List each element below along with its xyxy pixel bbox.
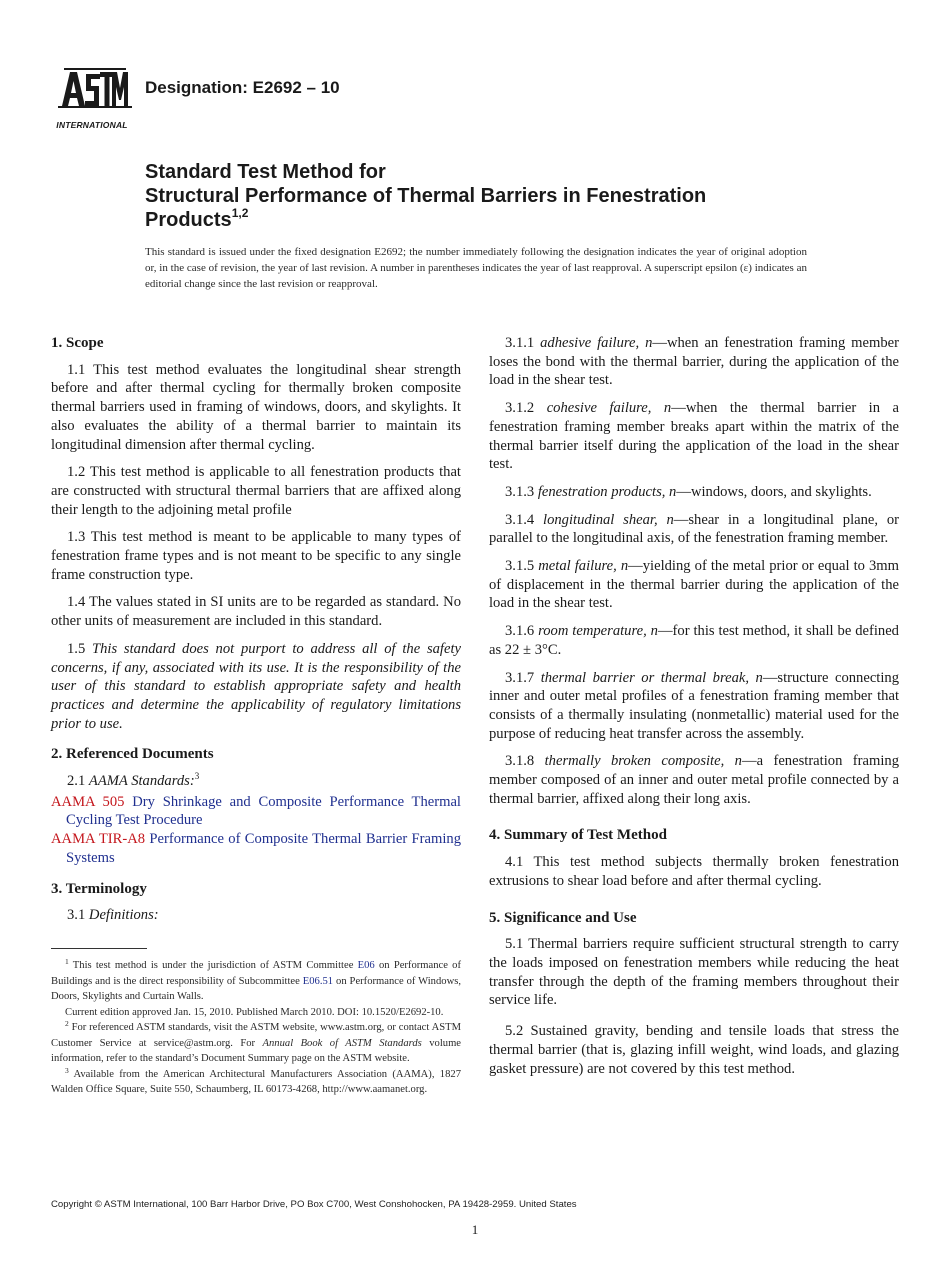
paragraph-5-2: 5.2 Sustained gravity, bending and tensile loads that stress the thermal barrier (that is, glazing infill weight, wind loads, and glazing gasket pressure) are not covered by this test method. bbox=[489, 1023, 899, 1077]
definition-term: room temperature, n bbox=[538, 623, 658, 640]
definition-term: thermal barrier or thermal break, n bbox=[540, 669, 763, 686]
paragraph-number: 3.1 bbox=[67, 907, 86, 924]
definition-text: —when the thermal barrier in a fenestration framing member breaks apart within the matrix of the thermal barrier itself during the application of the load in the shear test. bbox=[489, 400, 900, 473]
definition-text: —a fenestration framing member composed of an inner and outer metal profile connected by a thermal barrier, affixed along their long axis. bbox=[489, 753, 899, 807]
issuance-note: This standard is issued under the fixed designation E2692; the number immediately following the designation indicates the year of original adoption or, in the case of revision, the year of last revision. A number in parentheses indicates the year of last reapproval. A superscript epsilon (ε) indicates an editorial change since the last revision or reapproval. bbox=[145, 246, 807, 290]
designation: Designation: E2692 – 10 bbox=[145, 78, 340, 97]
copyright-notice: Copyright © ASTM International, 100 Barr Harbor Drive, PO Box C700, West Conshohocken, PA 19428-2959. United States bbox=[51, 1199, 577, 1210]
title-line-3 bbox=[145, 208, 845, 232]
footnote-3 bbox=[51, 1067, 461, 1098]
safety-caveat: This standard does not purport to address all of the safety concerns, if any, associated with its use. It is the responsibility of the user of this standard to establish appropriate safety and health practices and determine the applicability of regulatory limitations prior to use. bbox=[51, 640, 461, 732]
logo-wordmark: INTERNATIONAL bbox=[56, 120, 128, 130]
definition-number: 3.1.6 bbox=[505, 623, 535, 640]
definition-3-1-4 bbox=[489, 511, 899, 548]
paragraph-1-3: 1.3 This test method is meant to be applicable to many types of fenestration frame types and is not meant to be specific to any single frame construction type. bbox=[51, 529, 461, 583]
paragraph-number: 2.1 bbox=[67, 773, 86, 790]
paragraph-5-1: 5.1 Thermal barriers require sufficient structural strength to carry the loads imposed on fenestration members while reducing the heat transfer through the depth of the framing members throughout their service life. bbox=[489, 936, 899, 1009]
definitions-label: Definitions: bbox=[88, 907, 159, 924]
section-heading-significance: 5. Significance and Use bbox=[489, 909, 637, 926]
page-number: 1 bbox=[471, 1222, 479, 1237]
definition-term: longitudinal shear, n bbox=[543, 511, 674, 528]
definition-text: —when an fenestration framing member loses the bond with the thermal barrier, during the application of the load in the shear test. bbox=[489, 335, 899, 389]
definition-number: 3.1.2 bbox=[505, 400, 535, 417]
footnote-italic: Annual Book of ASTM Standards bbox=[262, 1037, 422, 1049]
reference-title[interactable]: Performance of Composite Thermal Barrier Framing Systems bbox=[66, 831, 461, 866]
footnote-text: For referenced ASTM standards, visit the ASTM website, www.astm.org, or contact ASTM Customer Service at service@astm.org. For bbox=[51, 1022, 461, 1049]
definition-text: —structure connecting inner and outer metal profiles of a fenestration framing member that consists of a thermally insulating (nonmetallic) material used for the purpose of reducing heat transfer across the assembly. bbox=[489, 669, 899, 742]
reference-aama-505[interactable] bbox=[51, 793, 461, 830]
footnote-mark: 2 bbox=[65, 1019, 69, 1028]
definition-3-1-6 bbox=[489, 622, 899, 659]
definition-term: adhesive failure, n bbox=[540, 335, 653, 351]
definition-term: fenestration products, n bbox=[537, 483, 677, 500]
definition-number: 3.1.5 bbox=[505, 558, 535, 575]
definition-3-1-2 bbox=[489, 399, 899, 474]
footnote-1 bbox=[51, 958, 461, 1005]
left-column bbox=[51, 334, 461, 934]
right-column bbox=[489, 334, 899, 1087]
title-footnote-marks: 1,2 bbox=[231, 206, 249, 220]
paragraph-1-2: 1.2 This test method is applicable to all fenestration products that are constructed with structural thermal barriers that are affixed along their length to the adjoining metal profile bbox=[51, 464, 461, 518]
definition-number: 3.1.7 bbox=[505, 669, 535, 686]
footnote-text: on Performance of Buildings and is the direct responsibility of Subcommittee bbox=[51, 960, 461, 987]
paragraph-3-1 bbox=[51, 906, 461, 925]
section-heading-summary: 4. Summary of Test Method bbox=[489, 827, 667, 844]
definition-number: 3.1.3 bbox=[505, 483, 535, 500]
reference-code[interactable]: AAMA 505 bbox=[51, 793, 125, 810]
section-heading-referenced: 2. Referenced Documents bbox=[51, 746, 214, 763]
paragraph-number: 1.5 bbox=[67, 640, 86, 657]
definition-number: 3.1.8 bbox=[505, 753, 535, 770]
aama-standards-label: AAMA Standards: bbox=[88, 773, 195, 790]
paragraph-1-4: 1.4 The values stated in SI units are to be regarded as standard. No other units of measurement are included in this standard. bbox=[51, 594, 461, 630]
footnote-mark: 1 bbox=[65, 957, 69, 966]
footnote-2 bbox=[51, 1020, 461, 1067]
section-heading-scope: 1. Scope bbox=[51, 335, 104, 351]
reference-code[interactable]: AAMA TIR-A8 bbox=[51, 831, 146, 848]
definition-3-1-8 bbox=[489, 752, 899, 808]
title-line-1: Standard Test Method for bbox=[145, 161, 386, 183]
definition-3-1-1 bbox=[489, 334, 899, 390]
definition-number: 3.1.4 bbox=[505, 511, 535, 528]
paragraph-1-1: 1.1 This test method evaluates the longitudinal shear strength before and after thermal cycling for thermally broken composite thermal barriers used in framing of windows, doors, and skylights. It also evaluates the ability of a thermal barrier to maintain its longitudinal dimension after thermal cycling. bbox=[51, 361, 461, 453]
definition-text: —for this test method, it shall be defined as 22 ± 3°C. bbox=[489, 623, 899, 658]
footnote-edition: Current edition approved Jan. 15, 2010. Published March 2010. DOI: 10.1520/E2692-10. bbox=[65, 1006, 444, 1018]
footnote-divider bbox=[51, 948, 147, 949]
paragraph-2-1 bbox=[51, 772, 461, 791]
footnote-text: on Performance of Windows, Doors, Skylights and Curtain Walls. bbox=[51, 975, 461, 1002]
footnote-ref: 3 bbox=[194, 771, 200, 782]
definition-text: —yielding of the metal prior or equal to 3mm of displacement in the thermal barrier during the application of the load in the shear test. bbox=[489, 558, 899, 612]
subcommittee-link[interactable]: E06.51 bbox=[302, 975, 334, 987]
paragraph-4-1: 4.1 This test method subjects thermally broken fenestration extrusions to shear load before and after thermal cycling. bbox=[489, 854, 899, 889]
definition-text: —shear in a longitudinal plane, or parallel to the longitudinal axis, of the fenestration framing member. bbox=[489, 511, 900, 547]
definition-3-1-3 bbox=[489, 483, 899, 502]
reference-title[interactable]: Dry Shrinkage and Composite Performance Thermal Cycling Test Procedure bbox=[66, 793, 461, 829]
definition-term: cohesive failure, n bbox=[546, 400, 672, 417]
paragraph-1-5 bbox=[51, 640, 461, 734]
document-title bbox=[145, 160, 845, 232]
definition-3-1-7 bbox=[489, 669, 899, 744]
astm-logo bbox=[50, 60, 134, 132]
footnote-mark: 3 bbox=[65, 1065, 69, 1075]
title-line-2: Structural Performance of Thermal Barriers in Fenestration bbox=[145, 185, 707, 207]
definition-term: metal failure, n bbox=[538, 558, 629, 575]
definition-3-1-5 bbox=[489, 557, 899, 613]
reference-aama-tir-a8[interactable] bbox=[51, 830, 461, 867]
definition-number: 3.1.1 bbox=[505, 335, 535, 351]
footnotes bbox=[51, 958, 461, 1098]
footnote-text: volume information, refer to the standard’s Document Summary page on the ASTM website. bbox=[51, 1037, 462, 1064]
footnote-text: This test method is under the jurisdiction of ASTM Committee bbox=[72, 960, 354, 971]
definition-term: thermally broken composite, n bbox=[544, 753, 742, 770]
committee-link[interactable]: E06 bbox=[357, 960, 375, 971]
definition-text: —windows, doors, and skylights. bbox=[676, 483, 872, 500]
footnote-text: Available from the American Architectural Manufacturers Association (AAMA), 1827 Walden Office Square, Suite 550, Schaumberg, IL 60173-4268, http://www.aamanet.org. bbox=[51, 1068, 461, 1095]
title-line-3-text: Products bbox=[145, 209, 232, 231]
section-heading-terminology: 3. Terminology bbox=[51, 880, 147, 897]
